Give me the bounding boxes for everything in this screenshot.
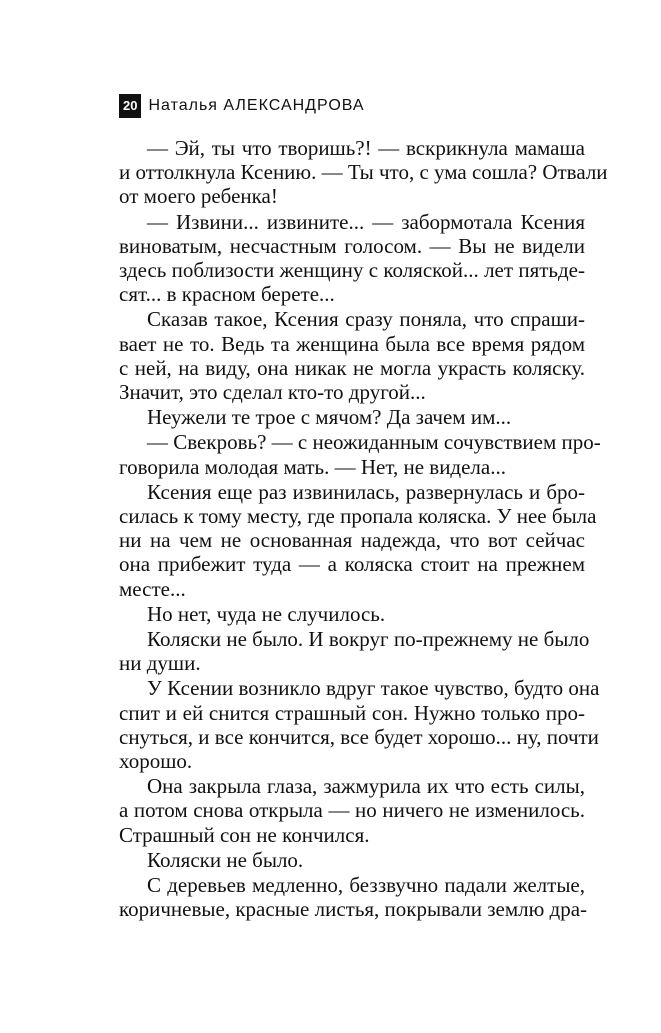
text-line: она прибежит туда — а коляска стоит на прежнем xyxy=(119,552,585,577)
text-line: Неужели те трое с мячом? Да зачем им... xyxy=(147,405,512,430)
running-head xyxy=(119,93,365,119)
text-line: сят... в красном берете... xyxy=(119,282,335,307)
paragraph xyxy=(119,210,585,307)
text-line: снуться, и все кончится, все будет хорошо... ну, почти xyxy=(119,724,599,749)
text-line: Ксения еще раз извинилась, развернулась и бро- xyxy=(147,479,585,504)
text-line: вает не то. Ведь та женщина была все время рядом xyxy=(119,331,585,356)
paragraph xyxy=(119,873,588,922)
text-line: ни на чем не основанная надежда, что вот сейчас xyxy=(119,528,585,553)
text-line: Коляски не было. И вокруг по-прежнему не было xyxy=(147,627,590,652)
text-line: Страшный сон не кончился. xyxy=(119,822,370,847)
paragraph xyxy=(119,307,585,404)
text-line: Но нет, чуда не случилось. xyxy=(147,601,386,626)
text-line: ни души. xyxy=(119,651,201,676)
text-line: хорошо. xyxy=(119,749,193,774)
paragraph xyxy=(119,430,601,479)
text-line: — Извини... извините... — забормотала Ксения xyxy=(147,209,585,234)
text-line: с ней, на виду, она никак не могла украсть коляску. xyxy=(119,355,585,380)
paragraph xyxy=(119,405,585,429)
paragraph xyxy=(119,479,597,601)
body-text xyxy=(119,136,608,923)
text-line: спит и ей снится страшный сон. Нужно только про- xyxy=(119,700,585,725)
text-line: коричневые, красные листья, покрывали землю дра- xyxy=(119,897,588,922)
text-line: и оттолкнула Ксению. — Ты что, с ума сошла? Отвали xyxy=(119,160,608,185)
paragraph xyxy=(119,676,600,774)
text-line: месте... xyxy=(119,576,186,601)
text-line: Коляски не было. xyxy=(147,847,304,872)
text-line: а потом снова открыла — но ничего не изменилось. xyxy=(119,798,585,823)
text-line: от моего ребенка! xyxy=(119,184,278,209)
text-line: Значит, это сделал кто-то другой... xyxy=(119,380,426,405)
paragraph xyxy=(119,602,585,626)
text-line: Сказав такое, Ксения сразу поняла, что спраши- xyxy=(147,307,585,332)
text-line: У Ксении возникло вдруг такое чувство, будто она xyxy=(147,676,600,701)
text-line: С деревьев медленно, беззвучно падали желтые, xyxy=(147,873,585,898)
text-line: — Эй, ты что творишь?! — вскрикнула мамаша xyxy=(147,136,585,160)
author-name: Наталья АЛЕКСАНДРОВА xyxy=(148,97,365,114)
paragraph xyxy=(119,774,585,847)
text-line: силась к тому месту, где пропала коляска. У нее была xyxy=(119,504,597,529)
text-line: виноватым, несчастным голосом. — Вы не видели xyxy=(119,233,585,258)
page-number: 20 xyxy=(119,94,141,118)
paragraph xyxy=(119,848,585,872)
text-line: Она закрыла глаза, зажмурила их что есть силы, xyxy=(147,774,585,799)
text-line: — Свекровь? — с неожиданным сочувствием про- xyxy=(147,430,601,455)
text-line: здесь поблизости женщину с коляской... лет пятьде- xyxy=(119,258,585,283)
paragraph xyxy=(119,136,608,209)
paragraph xyxy=(119,627,590,676)
text-line: говорила молодая мать. — Нет, не видела... xyxy=(119,454,506,479)
